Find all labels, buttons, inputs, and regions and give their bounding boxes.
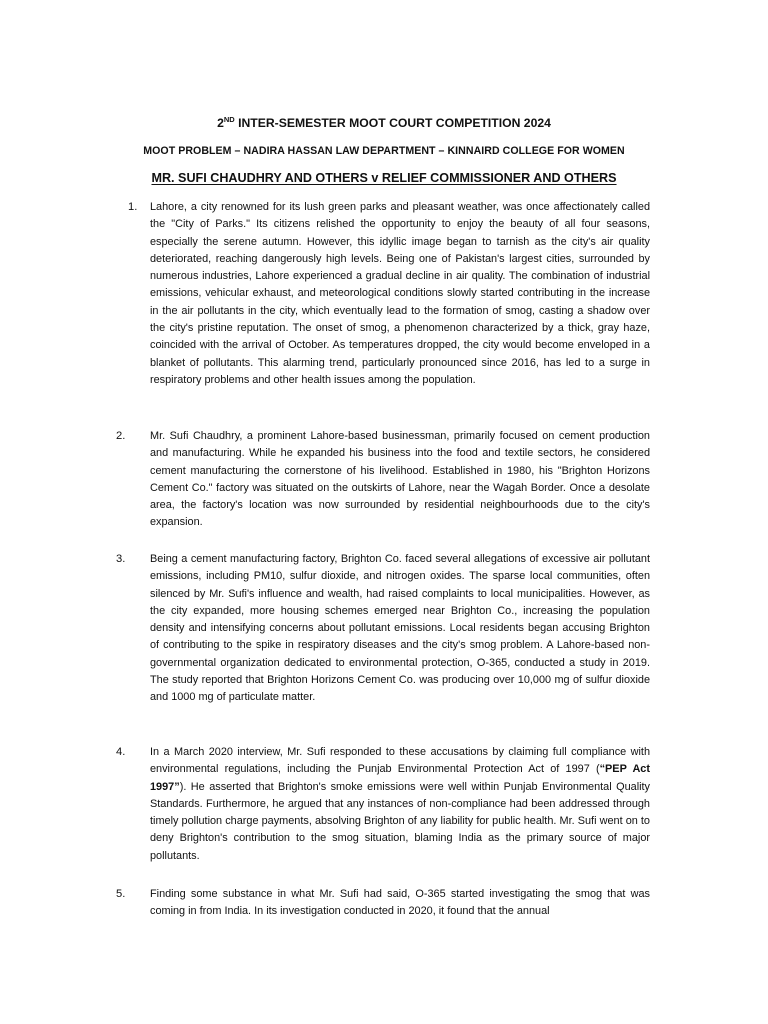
- paragraph-text: Lahore, a city renowned for its lush green parks and pleasant weather, was once affectionately called the "City of Parks." Its citizens relished the opportunity to enjoy the beauty of all four seasons, especially the serene autumn. However, this idyllic image began to tarnish as the city's air quality deteriorated, reaching dangerously high levels. Being one of Pakistan's largest cities, surrounded by numerous industries, Lahore experienced a gradual decline in air quality. The combination of industrial emissions, vehicular exhaust, and meteorological conditions slowly started contributing in the increase in the air pollutants in the city, which eventually lead to the formation of smog, casting a shadow over the city's pristine reputation. The onset of smog, a phenomenon characterized by a thick, gray haze, coincided with the arrival of October. As temperatures dropped, the city would become enveloped in a blanket of pollutants. This alarming trend, particularly pronounced since 2016, has led to a surge in respiratory problems and other health issues among the population.: [150, 201, 650, 386]
- case-title: MR. SUFI CHAUDHRY AND OTHERS v RELIEF COMMISSIONER AND OTHERS: [151, 171, 617, 185]
- paragraph-number: 1.: [128, 201, 138, 213]
- paragraph-text: Being a cement manufacturing factory, Brighton Co. faced several allegations of excessive air pollutant emissions, including PM10, sulfur dioxide, and nitrogen oxides. The sparse local communities, often silenced by Mr. Sufi's influence and wealth, had raised complaints to local municipalities. However, as the city expanded, more housing schemes emerged near Brighton Co., increasing the population density and intensifying concerns about pollutant emissions. Local residents began accusing Brighton of contributing to the spike in respiratory diseases and the city's smog problem. A Lahore-based non-governmental organization dedicated to environmental protection, O-365, conducted a study in 2019. The study reported that Brighton Horizons Cement Co. was producing over 10,000 mg of sulfur dioxide and 1000 mg of particulate matter.: [150, 553, 650, 704]
- paragraph-text-part: ). He asserted that Brighton's smoke emissions were well within Punjab Environmental Quality Standards. Furthermore, he argued that any instances of non-compliance had been addressed through timely pollution charge payments, absolving Brighton of any liability for public health. Mr. Sufi went on to deny Brighton's contribution to the smog situation, blaming India as the primary source of major pollutants.: [150, 780, 650, 862]
- title-ordinal-suffix: ND: [223, 115, 235, 124]
- paragraph-text-part: In a March 2020 interview, Mr. Sufi responded to these accusations by claiming full compliance with environmental regulations, including the Punjab Environmental Protection Act of 1997 (: [150, 746, 650, 776]
- title-ordinal: 2: [217, 116, 224, 130]
- paragraph-text: Finding some substance in what Mr. Sufi had said, O-365 started investigating the smog that was coming in from India. In its investigation conducted in 2020, it found that the annual: [150, 888, 650, 918]
- defined-term: “PEP Act 1997”: [150, 763, 650, 793]
- paragraph-number: 5.: [116, 888, 126, 900]
- paragraph-number: 3.: [116, 553, 126, 565]
- moot-problem-subtitle: MOOT PROBLEM – NADIRA HASSAN LAW DEPARTMENT – KINNAIRD COLLEGE FOR WOMEN: [143, 145, 625, 157]
- paragraph-number: 4.: [116, 746, 126, 758]
- paragraph-text: [150, 744, 650, 865]
- paragraph-text: Mr. Sufi Chaudhry, a prominent Lahore-based businessman, primarily focused on cement production and manufacturing. While he expanded his business into the food and textile sectors, he considered cement manufacturing the cornerstone of his livelihood. Established in 1980, his "Brighton Horizons Cement Co." factory was situated on the outskirts of Lahore, near the Wagah Border. Once a desolate area, the factory's location was now surrounded by residential neighbourhoods due to the city's expansion.: [150, 430, 650, 529]
- competition-title: [0, 116, 768, 130]
- title-text: INTER-SEMESTER MOOT COURT COMPETITION 2024: [234, 116, 551, 130]
- paragraph-number: 2.: [116, 430, 126, 442]
